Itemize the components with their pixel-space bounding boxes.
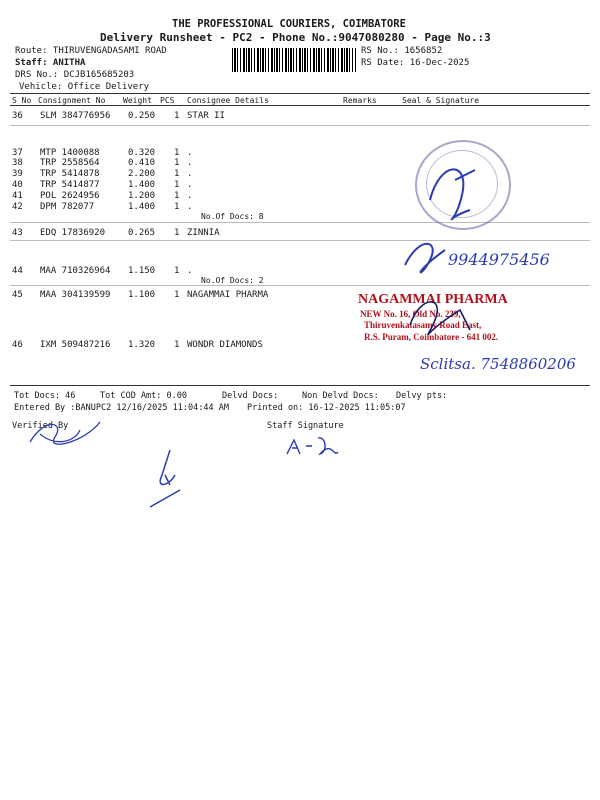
row-divider [10, 125, 590, 126]
col-sno: S No [12, 96, 32, 105]
pharma-stamp-name: NAGAMMAI PHARMA [358, 292, 508, 307]
row-42-sno: 42 [12, 202, 23, 212]
non-delivered-docs: Non Delvd Docs: [302, 391, 379, 401]
row-46-sno: 46 [12, 340, 23, 350]
row-46-weight: 1.320 [128, 340, 156, 350]
col-remarks: Remarks [343, 96, 377, 105]
row-44-details: . [187, 266, 193, 276]
verified-by-signature [25, 412, 105, 452]
row-40-sno: 40 [12, 180, 23, 190]
group-2-doc-count: No.Of Docs: 2 [201, 276, 264, 285]
row-41-details: . [187, 191, 193, 201]
col-consignee: Consignee Details [187, 96, 269, 105]
row-41-weight: 1.200 [128, 191, 156, 201]
col-weight: Weight [123, 96, 152, 105]
row-38-details: . [187, 158, 193, 168]
row-42-weight: 1.400 [128, 202, 156, 212]
pharma-stamp-address-2: Thiruvenkatasamy Road East, [364, 320, 482, 330]
row-44-sno: 44 [12, 266, 23, 276]
row-45-pcs: 1 [174, 290, 180, 300]
route-label: Route: THIRUVENGADASAMI ROAD [15, 46, 167, 56]
row-46-details: WONDR DIAMONDS [187, 340, 263, 350]
vehicle-label: Vehicle: Office Delivery [19, 82, 150, 92]
pharma-stamp-address-1: NEW No. 16, Old No. 239, [360, 309, 461, 319]
runsheet-title: Delivery Runsheet - PC2 - Phone No.:9047080280 - Page No.:3 [100, 31, 491, 44]
drs-number: DRS No.: DCJB165685203 [15, 70, 135, 80]
staff-signature-scribble [140, 445, 200, 515]
row-39-pcs: 1 [174, 169, 180, 179]
delivered-docs: Delvd Docs: [222, 391, 279, 401]
row-37-sno: 37 [12, 148, 23, 158]
row-46-pcs: 1 [174, 340, 180, 350]
row-41-cons: POL 2624956 [40, 191, 100, 201]
row-43-pcs: 1 [174, 228, 180, 238]
row-38-weight: 0.410 [128, 158, 156, 168]
row-43-sno: 43 [12, 228, 23, 238]
row-43-weight: 0.265 [128, 228, 156, 238]
row-39-weight: 2.200 [128, 169, 156, 179]
row-36-weight: 0.250 [128, 111, 156, 121]
row-38-cons: TRP 2558564 [40, 158, 100, 168]
row-44-weight: 1.150 [128, 266, 156, 276]
row-40-cons: TRP 5414877 [40, 180, 100, 190]
row-36-details: STAR II [187, 111, 225, 121]
handwritten-name-phone: Sclitsa. 7548860206 [420, 355, 576, 373]
row-39-cons: TRP 5414878 [40, 169, 100, 179]
staff-label: Staff: ANITHA [15, 58, 86, 68]
col-pcs: PCS [160, 96, 175, 105]
row-40-weight: 1.400 [128, 180, 156, 190]
row-40-pcs: 1 [174, 180, 180, 190]
header-divider-top [10, 93, 590, 94]
staff-signature [282, 432, 342, 462]
row-38-pcs: 1 [174, 158, 180, 168]
header-divider-bottom [10, 105, 590, 106]
entered-by: Entered By :BANUPC2 12/16/2025 11:04:44 AM [14, 403, 229, 413]
row-divider [10, 285, 590, 286]
rs-number: RS No.: 1656852 [361, 46, 443, 56]
row-37-weight: 0.320 [128, 148, 156, 158]
group-1-doc-count: No.Of Docs: 8 [201, 212, 264, 221]
row-36-pcs: 1 [174, 111, 180, 121]
printed-on: Printed on: 16-12-2025 11:05:07 [247, 403, 406, 413]
col-seal: Seal & Signature [402, 96, 480, 105]
row-37-details: . [187, 148, 193, 158]
row-42-pcs: 1 [174, 202, 180, 212]
row-42-details: . [187, 202, 193, 212]
row-36-sno: 36 [12, 111, 23, 121]
delivery-points: Delvy pts: [396, 391, 448, 401]
row-39-sno: 39 [12, 169, 23, 179]
verified-by-label: Verified By [12, 421, 69, 431]
row-41-pcs: 1 [174, 191, 180, 201]
row-44-cons: MAA 710326964 [40, 266, 111, 276]
row-45-sno: 45 [12, 290, 23, 300]
receiver-signature-2 [400, 230, 460, 280]
row-divider [10, 240, 590, 241]
row-44-pcs: 1 [174, 266, 180, 276]
row-46-cons: IXM 509487216 [40, 340, 111, 350]
row-40-details: . [187, 180, 193, 190]
total-docs: Tot Docs: 46 [14, 391, 76, 401]
handwritten-phone: 9944975456 [448, 250, 550, 269]
row-43-details: ZINNIA [187, 228, 220, 238]
company-name: THE PROFESSIONAL COURIERS, COIMBATORE [172, 18, 406, 30]
row-43-cons: EDQ 17836920 [40, 228, 106, 238]
row-37-cons: MTP 1400088 [40, 148, 100, 158]
row-36-cons: SLM 384776956 [40, 111, 111, 121]
staff-signature-label: Staff Signature [267, 421, 344, 431]
barcode [232, 48, 356, 72]
col-consignment: Consignment No [38, 96, 106, 105]
receiver-signature-3 [400, 285, 480, 345]
row-38-sno: 38 [12, 158, 23, 168]
row-39-details: . [187, 169, 193, 179]
total-cod: Tot COD Amt: 0.00 [100, 391, 187, 401]
receiver-signature-1 [400, 140, 510, 240]
table-bottom-divider [10, 385, 590, 386]
row-45-details: NAGAMMAI PHARMA [187, 290, 269, 300]
row-42-cons: DPM 782077 [40, 202, 95, 212]
row-41-sno: 41 [12, 191, 23, 201]
row-45-weight: 1.100 [128, 290, 156, 300]
row-45-cons: MAA 304139599 [40, 290, 111, 300]
pharma-stamp-address-3: R.S. Puram, Coimbatore - 641 002. [364, 332, 499, 342]
rs-date: RS Date: 16-Dec-2025 [361, 58, 470, 68]
row-37-pcs: 1 [174, 148, 180, 158]
